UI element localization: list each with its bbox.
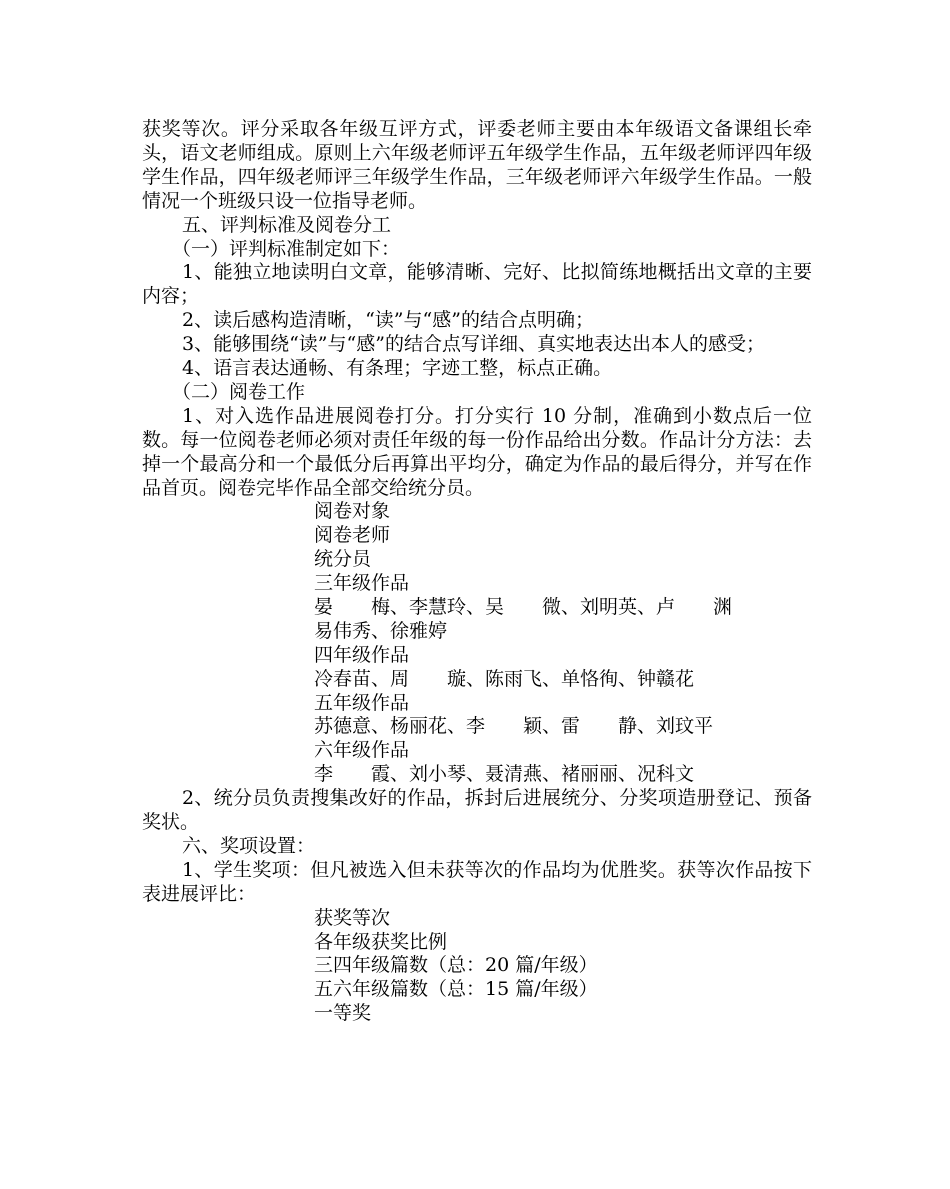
standard-item-4: 4、语言表达通畅、有条理；字迹工整，标点正确。 <box>182 357 613 380</box>
table-cell: 李 霞、刘小琴、聂清燕、褚丽丽、况科文 <box>314 763 695 786</box>
table-cell: 各年级获奖比例 <box>314 930 448 953</box>
subsection-heading-grading: （二）阅卷工作 <box>172 380 306 403</box>
table-cell: 一等奖 <box>314 1002 372 1025</box>
table-cell: 五年级作品 <box>314 691 410 714</box>
subsection-heading-standards: （一）评判标准制定如下： <box>172 237 401 260</box>
table-cell: 冷春苗、周 璇、陈雨飞、单恪徇、钟赣花 <box>314 667 695 690</box>
standard-item-3: 3、能够围绕“读”与“感”的结合点写详细、真实地表达出本人的感受； <box>182 333 765 356</box>
table-cell: 易伟秀、徐雅婷 <box>314 619 448 642</box>
table-cell: 五六年级篇数（总：15 篇/年级） <box>314 978 598 1001</box>
standard-item-1: 1、能独立地读明白文章，能够清晰、完好、比拟简练地概括出文章的主要内容； <box>142 261 812 308</box>
grading-item-1: 1、对入选作品进展阅卷打分。打分实行 10 分制，准确到小数点后一位数。每一位阅卷老师必须对责任年级的每一份作品给出分数。作品计分方法：去掉一个最高分和一个最低分后再算出平均分，确定为作品的最后得分，并写在作品首页。阅卷完毕作品全部交给统分员。 <box>142 404 812 499</box>
table-cell: 六年级作品 <box>314 739 410 762</box>
grader-assignment-table <box>142 500 812 787</box>
section-heading-5: 五、评判标准及阅卷分工 <box>182 213 392 236</box>
award-ratio-table <box>142 907 812 1026</box>
table-cell: 获奖等次 <box>314 906 391 929</box>
section-heading-6: 六、奖项设置： <box>182 834 316 857</box>
table-cell: 阅卷对象 <box>314 500 391 523</box>
standard-item-2: 2、读后感构造清晰，“读”与“感”的结合点明确； <box>182 309 594 332</box>
table-cell: 阅卷老师 <box>314 524 391 547</box>
table-cell: 四年级作品 <box>314 643 410 666</box>
table-cell: 三四年级篇数（总：20 篇/年级） <box>314 954 598 977</box>
grading-item-2: 2、统分员负责搜集改好的作品，拆封后进展统分、分奖项造册登记、预备奖状。 <box>142 787 812 834</box>
table-cell: 晏 梅、李慧玲、吴 微、刘明英、卢 渊 <box>314 596 733 619</box>
table-cell: 三年级作品 <box>314 572 410 595</box>
document-body <box>142 118 812 1026</box>
award-item-1: 1、学生奖项：但凡被选入但未获等次的作品均为优胜奖。获等次作品按下表进展评比： <box>142 858 812 905</box>
paragraph-judging-method: 获奖等次。评分采取各年级互评方式，评委老师主要由本年级语文备课组长牵头，语文老师组成。原则上六年级老师评五年级学生作品，五年级老师评四年级学生作品，四年级老师评三年级学生作品，三年级老师评六年级学生作品。一般情况一个班级只设一位指导老师。 <box>142 118 812 212</box>
table-cell: 苏德意、杨丽花、李 颖、雷 静、刘玟平 <box>314 715 714 738</box>
table-cell: 统分员 <box>314 548 372 571</box>
